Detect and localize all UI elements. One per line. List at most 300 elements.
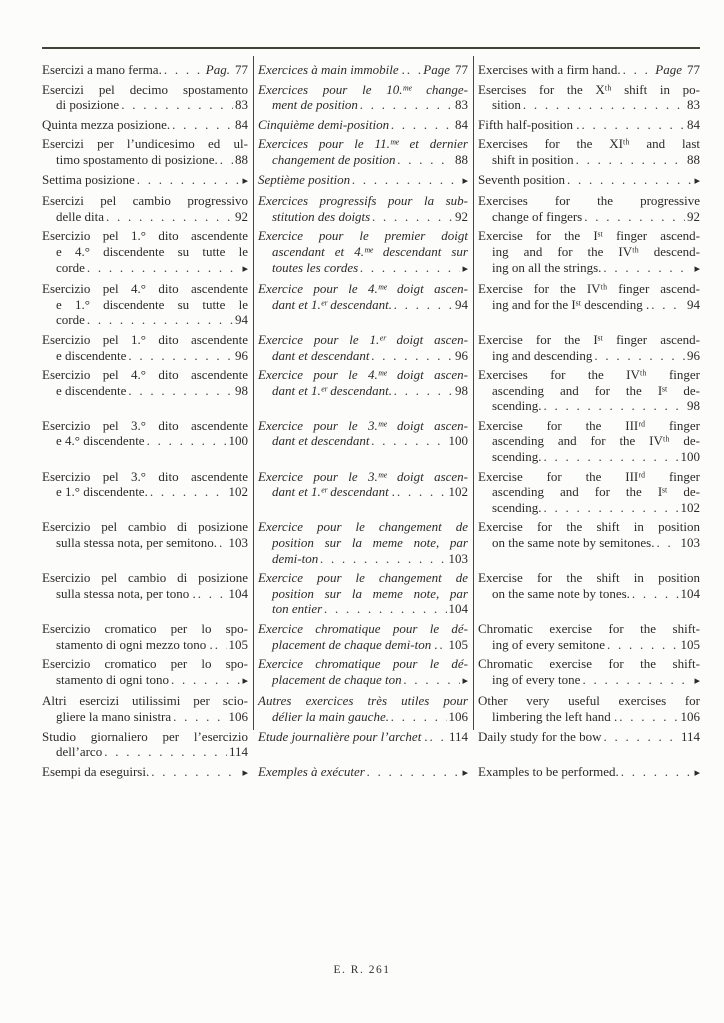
dot-leader xyxy=(523,97,685,113)
toc-entry-english-10 xyxy=(478,367,700,414)
page-number: 92 xyxy=(687,208,700,224)
entry-last-line xyxy=(478,97,700,113)
entry-text: scending. xyxy=(492,398,542,414)
entry-last-line xyxy=(258,764,468,782)
entry-text: Examples to be performed. xyxy=(478,763,619,779)
dot-leader xyxy=(656,535,678,551)
entry-line: Esercizio pel 1.° dito ascendente xyxy=(42,331,248,347)
dot-leader xyxy=(352,172,460,188)
entry-line: Studio giornaliero per l’esercizio xyxy=(42,728,248,744)
page-number: 83 xyxy=(455,97,468,113)
entry-text: dant et descendant xyxy=(272,433,370,449)
entry-line: Chromatic exercise for the shift- xyxy=(478,621,700,636)
dot-leader xyxy=(603,260,692,276)
toc-entry-english-3 xyxy=(478,117,700,133)
entry-text: stamento di ogni tono xyxy=(56,671,170,687)
dot-leader xyxy=(567,172,692,188)
toc-entry-italian-17 xyxy=(42,693,248,724)
dot-leader xyxy=(171,672,240,688)
entry-last-line xyxy=(478,152,700,168)
entry-line: ascendant et 4.ᵐᵉ descendant sur xyxy=(272,243,468,259)
entry-text: Septième position xyxy=(258,171,351,187)
page-number: 94 xyxy=(235,312,248,328)
toc-entry-english-15 xyxy=(478,621,700,652)
page-number: 100 xyxy=(448,433,468,449)
entry-line: Exercices pour le 11.ᵐᵉ et dernier xyxy=(258,136,468,152)
page-number: 100 xyxy=(680,449,700,465)
entry-last-line xyxy=(478,449,700,465)
entry-line: Exercice pour le changement de xyxy=(258,519,468,535)
ditto-mark: ▸ xyxy=(462,262,468,275)
entry-last-line xyxy=(42,117,248,133)
entry-text: e discendente xyxy=(56,382,127,398)
entry-last-line xyxy=(42,312,248,328)
entry-text: Cinquième demi-position xyxy=(258,116,390,132)
toc-entry-italian-9 xyxy=(42,332,248,363)
toc-entry-french-9 xyxy=(258,332,468,363)
toc-entry-english-7 xyxy=(478,228,700,277)
ditto-mark: ▸ xyxy=(694,766,700,779)
dot-leader xyxy=(651,297,685,313)
entry-line: Esercizio cromatico per lo spo- xyxy=(42,621,248,636)
entry-last-line xyxy=(258,383,468,399)
page-number: 88 xyxy=(687,151,700,167)
page-label: Page xyxy=(423,62,450,77)
entry-text: sulla stessa nota, per semitono. xyxy=(56,535,218,551)
entry-text: sulla stessa nota, per tono . xyxy=(56,585,196,601)
page-number: 105 xyxy=(448,636,468,652)
entry-text: scending. xyxy=(492,449,542,465)
entry-last-line xyxy=(478,637,700,653)
entry-last-line xyxy=(258,551,468,567)
entry-line: Exercises for the progressive xyxy=(478,193,700,209)
toc-entry-italian-16 xyxy=(42,656,248,689)
dot-leader xyxy=(172,117,233,133)
dot-leader xyxy=(391,709,447,725)
dot-leader xyxy=(87,260,241,276)
entry-last-line xyxy=(42,586,248,602)
toc-entry-italian-12 xyxy=(42,469,248,500)
entry-text: e 4.° discendente xyxy=(56,433,145,449)
dot-leader xyxy=(371,433,446,449)
dot-leader xyxy=(147,433,227,449)
dot-leader xyxy=(360,260,460,276)
entry-line: ing and for the IVᵗʰ descend- xyxy=(492,243,700,259)
page-number: 84 xyxy=(687,116,700,132)
dot-leader xyxy=(619,709,678,725)
entry-line: Esercizio cromatico per lo spo- xyxy=(42,656,248,672)
dot-leader xyxy=(397,484,446,500)
entry-line: Exercice chromatique pour le dé- xyxy=(258,621,468,636)
toc-entry-french-15 xyxy=(258,621,468,652)
entry-text: demi-ton xyxy=(272,550,319,566)
toc-entry-french-12 xyxy=(258,469,468,500)
page-label: Pag. xyxy=(205,62,230,77)
entry-last-line xyxy=(42,764,248,782)
entry-line: Exercise for the IVᵗʰ finger ascend- xyxy=(478,281,700,297)
entry-last-line xyxy=(478,117,700,133)
entry-last-line xyxy=(478,297,700,313)
entry-line: Exercices progressifs pour la sub- xyxy=(258,193,468,209)
dot-leader xyxy=(219,535,226,551)
entry-line: e 1.° discendente su tutte le xyxy=(56,296,248,312)
entry-text: sition xyxy=(492,97,521,113)
entry-last-line xyxy=(258,62,468,78)
dot-leader xyxy=(440,637,447,653)
entry-last-line xyxy=(258,637,468,653)
dot-leader xyxy=(372,209,453,225)
toc-entry-english-13 xyxy=(478,519,700,550)
page-number: 92 xyxy=(455,208,468,224)
entry-text: délier la main gauche. xyxy=(272,708,389,724)
entry-text: Exercises with a firm hand. xyxy=(478,62,621,77)
entry-line: Exercise for the IIIʳᵈ finger xyxy=(478,468,700,484)
entry-last-line xyxy=(478,209,700,225)
entry-last-line xyxy=(478,709,700,725)
entry-text: gliere la mano sinistra xyxy=(56,708,172,724)
page-number: 84 xyxy=(455,116,468,132)
page-number: 102 xyxy=(680,499,700,515)
dot-leader xyxy=(215,637,227,653)
entry-text: Daily study for the bow xyxy=(478,728,602,744)
entry-text: corde xyxy=(56,259,85,275)
header-rule xyxy=(42,47,700,49)
entry-text: ton entier xyxy=(272,601,323,617)
entry-text: changement de position xyxy=(272,151,396,167)
dot-leader xyxy=(104,744,227,760)
entry-text: dant et descendant xyxy=(272,347,370,363)
entry-line: Exercice pour le 3.ᵐᵉ doigt ascen- xyxy=(258,417,468,433)
page-number: 92 xyxy=(235,208,248,224)
entry-text: scending. xyxy=(492,499,542,515)
entry-text: Exemples à exécuter xyxy=(258,763,365,779)
page-number: 106 xyxy=(448,708,468,724)
entry-text: Etude journalière pour l’archet . xyxy=(258,728,428,744)
toc-entry-italian-6 xyxy=(42,193,248,224)
page-number: 104 xyxy=(448,601,468,617)
entry-last-line xyxy=(478,586,700,602)
page-number: 103 xyxy=(448,550,468,566)
toc-entry-english-19 xyxy=(478,764,700,782)
entry-text: Settima posizione xyxy=(42,171,135,187)
page-number: 96 xyxy=(455,347,468,363)
page-number: 105 xyxy=(680,636,700,652)
entry-line: Esercizi pel cambio progressivo xyxy=(42,193,248,209)
dot-leader xyxy=(394,383,453,399)
entry-last-line xyxy=(258,117,468,133)
entry-line: Exercise for the shift in position xyxy=(478,519,700,535)
plate-number: E. R. 261 xyxy=(333,964,391,976)
toc-entry-english-12 xyxy=(478,469,700,516)
toc-entry-french-4 xyxy=(258,136,468,167)
entry-line: Esercizio pel cambio di posizione xyxy=(42,570,248,586)
entry-text: corde xyxy=(56,312,85,328)
toc-entry-english-4 xyxy=(478,136,700,167)
toc-entry-english-5 xyxy=(478,172,700,190)
entry-text: Fifth half-position . xyxy=(478,116,580,132)
dot-leader xyxy=(121,97,233,113)
dot-leader xyxy=(607,637,679,653)
entry-last-line xyxy=(478,729,700,745)
toc-entry-english-1 xyxy=(478,62,700,78)
entry-line: Esercizio pel 3.° dito ascendente xyxy=(42,417,248,433)
page-number: 96 xyxy=(687,347,700,363)
entry-text: toutes les cordes xyxy=(272,259,359,275)
entry-last-line xyxy=(42,383,248,399)
entry-last-line xyxy=(258,729,468,745)
dot-leader xyxy=(581,117,685,133)
entry-text: dant et 1.ᵉʳ descendant. xyxy=(272,296,393,312)
entry-last-line xyxy=(258,209,468,225)
entry-last-line xyxy=(42,709,248,725)
dot-leader xyxy=(543,500,678,516)
page-number: 106 xyxy=(680,708,700,724)
entry-line: Exercise for the Iˢᵗ finger ascend- xyxy=(478,331,700,347)
dot-leader xyxy=(543,398,685,414)
dot-leader xyxy=(324,601,446,617)
entry-last-line xyxy=(42,484,248,500)
entry-last-line xyxy=(258,348,468,364)
entry-text: dell’arco xyxy=(56,744,103,760)
dot-leader xyxy=(151,764,240,780)
entry-text: limbering the left hand . xyxy=(492,708,618,724)
entry-line: e 4.° discendente su tutte le xyxy=(56,243,248,259)
toc-entry-italian-18 xyxy=(42,729,248,760)
entry-line: position sur la meme note, par xyxy=(272,535,468,551)
entry-text: Esercizi a mano ferma. xyxy=(42,62,162,77)
entry-text: stamento di ogni mezzo tono . xyxy=(56,636,213,652)
page-label: Page xyxy=(655,62,682,77)
entry-text: e discendente xyxy=(56,347,127,363)
toc-entry-english-11 xyxy=(478,418,700,465)
entry-last-line xyxy=(42,172,248,190)
entry-last-line xyxy=(478,500,700,516)
dot-leader xyxy=(397,152,453,168)
entry-line: ascending and for the Iˢᵗ de- xyxy=(492,484,700,500)
entry-line: Exercice pour le 4.ᵐᵉ doigt ascen- xyxy=(258,281,468,297)
entry-last-line xyxy=(478,398,700,414)
dot-leader xyxy=(128,348,233,364)
entry-text: shift in position xyxy=(492,151,574,167)
entry-line: Esercizi pel decimo spostamento xyxy=(42,81,248,97)
page-number: 114 xyxy=(448,728,468,744)
toc-grid xyxy=(42,62,700,781)
entry-text: Exercices à main immobile . xyxy=(258,62,406,77)
entry-text: di posizione xyxy=(56,97,120,113)
entry-last-line xyxy=(42,348,248,364)
dot-leader xyxy=(164,62,204,78)
entry-text: Esempi da eseguirsi. xyxy=(42,763,150,779)
entry-text: on the same note by tones. xyxy=(492,585,630,601)
entry-last-line xyxy=(478,535,700,551)
entry-last-line xyxy=(478,672,700,690)
toc-entry-french-7 xyxy=(258,228,468,277)
entry-last-line xyxy=(478,764,700,782)
entry-text: Quinta mezza posizione. xyxy=(42,116,171,132)
toc-entry-english-18 xyxy=(478,729,700,745)
toc-entry-french-1 xyxy=(258,62,468,78)
page-number: 102 xyxy=(448,484,468,500)
page-number: 94 xyxy=(455,296,468,312)
entry-line: Other very useful exercises for xyxy=(478,693,700,709)
page-number: 102 xyxy=(228,484,248,500)
entry-line: Exercise for the Iˢᵗ finger ascend- xyxy=(478,228,700,244)
dot-leader xyxy=(150,484,227,500)
entry-last-line xyxy=(478,260,700,278)
page-number: 83 xyxy=(687,97,700,113)
toc-entry-english-16 xyxy=(478,656,700,689)
toc-entry-italian-3 xyxy=(42,117,248,133)
entry-last-line xyxy=(258,484,468,500)
entry-line: Esercizio pel cambio di posizione xyxy=(42,519,248,535)
page-number: 88 xyxy=(235,151,248,167)
page-number: 94 xyxy=(687,296,700,312)
toc-entry-french-6 xyxy=(258,193,468,224)
page-number: 114 xyxy=(228,744,248,760)
toc-entry-english-6 xyxy=(478,193,700,224)
entry-last-line xyxy=(42,260,248,278)
entry-last-line xyxy=(42,209,248,225)
toc-entry-english-17 xyxy=(478,693,700,724)
ditto-mark: ▸ xyxy=(462,674,468,687)
entry-line: Exercises for the XIᵗʰ and last xyxy=(478,136,700,152)
ditto-mark: ▸ xyxy=(242,674,248,687)
dot-leader xyxy=(603,729,678,745)
ditto-mark: ▸ xyxy=(242,174,248,187)
entry-line: Exercices pour le 10.ᵐᵉ change- xyxy=(258,81,468,97)
dot-leader xyxy=(594,348,685,364)
dot-leader xyxy=(404,672,461,688)
ditto-mark: ▸ xyxy=(694,174,700,187)
toc-entry-french-17 xyxy=(258,693,468,724)
page-number: 114 xyxy=(680,728,700,744)
entry-line: Exercice pour le changement de xyxy=(258,570,468,586)
entry-last-line xyxy=(258,709,468,725)
entry-line: ascending and for the Iˢᵗ de- xyxy=(492,382,700,398)
dot-leader xyxy=(128,383,233,399)
toc-entry-italian-19 xyxy=(42,764,248,782)
dot-leader xyxy=(621,764,693,780)
entry-last-line xyxy=(42,97,248,113)
entry-last-line xyxy=(258,601,468,617)
toc-entry-french-13 xyxy=(258,519,468,566)
entry-last-line xyxy=(258,297,468,313)
page-number: 77 xyxy=(687,62,700,77)
entry-text: placement de chaque ton xyxy=(272,671,402,687)
entry-line: Esercises for the Xᵗʰ shift in po- xyxy=(478,81,700,97)
entry-text: delle dita xyxy=(56,208,105,224)
entry-last-line xyxy=(42,62,248,78)
entry-line: Chromatic exercise for the shift- xyxy=(478,656,700,672)
entry-text: stitution des doigts xyxy=(272,208,371,224)
entry-text: Seventh position xyxy=(478,171,566,187)
page-number: 98 xyxy=(687,398,700,414)
dot-leader xyxy=(87,312,233,328)
entry-last-line xyxy=(258,97,468,113)
toc-entry-french-3 xyxy=(258,117,468,133)
toc-entry-french-18 xyxy=(258,729,468,745)
page-number: 103 xyxy=(680,535,700,551)
entry-text: ing and descending xyxy=(492,347,593,363)
toc-entry-italian-8 xyxy=(42,281,248,328)
entry-last-line xyxy=(258,152,468,168)
ditto-mark: ▸ xyxy=(242,766,248,779)
toc-entry-french-8 xyxy=(258,281,468,312)
toc-entry-english-14 xyxy=(478,570,700,601)
entry-line: Esercizio pel 4.° dito ascendente xyxy=(42,367,248,383)
entry-last-line xyxy=(42,744,248,760)
entry-text: placement de chaque demi-ton . xyxy=(272,636,438,652)
toc-entry-french-14 xyxy=(258,570,468,617)
dot-leader xyxy=(320,551,446,567)
toc-entry-english-8 xyxy=(478,281,700,312)
toc-entry-italian-13 xyxy=(42,519,248,550)
entry-line: Exercice pour le 3.ᵐᵉ doigt ascen- xyxy=(258,468,468,484)
ditto-mark: ▸ xyxy=(242,262,248,275)
page-number: 106 xyxy=(228,708,248,724)
ditto-mark: ▸ xyxy=(694,262,700,275)
entry-text: dant et 1.ᵉʳ descendant. xyxy=(272,382,393,398)
entry-line: Esercizi per l’undicesimo ed ul- xyxy=(42,136,248,152)
page-number: 100 xyxy=(228,433,248,449)
toc-entry-english-9 xyxy=(478,332,700,363)
page-number: 77 xyxy=(455,62,468,77)
toc-entry-english-2 xyxy=(478,82,700,113)
entry-line: Exercice chromatique pour le dé- xyxy=(258,656,468,672)
entry-last-line xyxy=(42,152,248,168)
dot-leader xyxy=(367,764,461,780)
page-number: 104 xyxy=(228,585,248,601)
entry-line: Exercice pour le premier doigt xyxy=(258,228,468,244)
dot-leader xyxy=(407,62,421,78)
page-number: 88 xyxy=(455,151,468,167)
dot-leader xyxy=(543,449,678,465)
ditto-mark: ▸ xyxy=(694,674,700,687)
toc-entry-italian-10 xyxy=(42,367,248,398)
dot-leader xyxy=(173,709,226,725)
entry-last-line xyxy=(258,260,468,278)
entry-text: dant et 1.ᵉʳ descendant . xyxy=(272,484,396,500)
ditto-mark: ▸ xyxy=(462,174,468,187)
toc-entry-italian-7 xyxy=(42,228,248,277)
page-number: 83 xyxy=(235,97,248,113)
entry-text: ing of every semitone xyxy=(492,636,605,652)
entry-last-line xyxy=(42,637,248,653)
entry-text: on the same note by semitones. xyxy=(492,535,655,551)
toc-entry-italian-1 xyxy=(42,62,248,78)
entry-last-line xyxy=(258,672,468,690)
toc-entry-italian-5 xyxy=(42,172,248,190)
entry-last-line xyxy=(42,433,248,449)
entry-text: timo spostamento di posizione. xyxy=(56,151,218,167)
entry-line: position sur la meme note, par xyxy=(272,585,468,601)
entry-line: Esercizio pel 1.° dito ascendente xyxy=(42,228,248,244)
dot-leader xyxy=(360,97,453,113)
dot-leader xyxy=(391,117,453,133)
toc-entry-italian-2 xyxy=(42,82,248,113)
toc-entry-french-19 xyxy=(258,764,468,782)
page-number: 104 xyxy=(680,585,700,601)
entry-last-line xyxy=(42,672,248,690)
dot-leader xyxy=(576,152,685,168)
dot-leader xyxy=(582,672,692,688)
toc-entry-french-10 xyxy=(258,367,468,398)
entry-line: Esercizio pel 3.° dito ascendente xyxy=(42,468,248,484)
page-number: 84 xyxy=(235,116,248,132)
page-number: 96 xyxy=(235,347,248,363)
entry-text: ing of every tone xyxy=(492,671,581,687)
page-number: 105 xyxy=(228,636,248,652)
